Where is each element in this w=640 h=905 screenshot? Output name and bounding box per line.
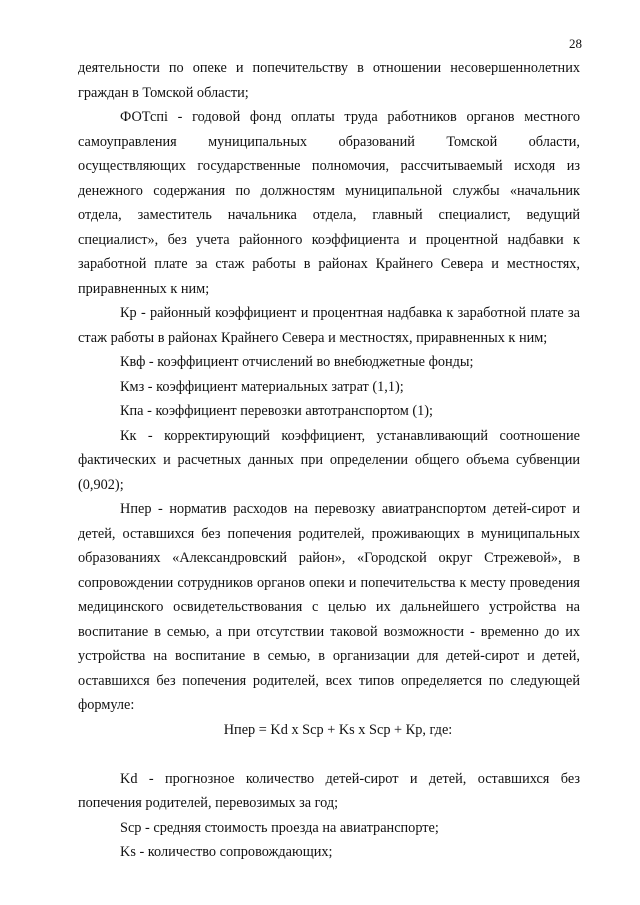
paragraph-kd-definition: Kd - прогнозное количество детей-сирот и детей, оставшихся без попечения родителей, перевозимых за год; — [78, 770, 580, 811]
paragraph-scp-definition: Scp - средняя стоимость проезда на авиатранспорте; — [120, 819, 439, 836]
document-body — [78, 56, 580, 865]
paragraph-kvf-definition: Квф - коэффициент отчислений во внебюджетные фонды; — [120, 354, 474, 370]
paragraph-kr-definition: Кр - районный коэффициент и процентная надбавка к заработной плате за стаж работы в районах Крайнего Севера и местностях, приравненных к ним; — [78, 305, 580, 346]
formula: Нпер = Kd x Scp + Ks x Scp + Кр, где: — [223, 721, 453, 738]
paragraph-continuation: деятельности по опеке и попечительству в отношении несовершеннолетних граждан в Томской области; — [78, 60, 580, 101]
paragraph-nper-definition: Нпер - норматив расходов на перевозку авиатранспортом детей-сирот и детей, оставшихся без попечения родителей, проживающих в муниципальных образованиях «Александровский район», «Городской округ Стрежевой», в сопровождении сотрудников органов опеки и попечительства к месту проведения медицинского освидетельствования с целью их дальнейшего устройства на воспитание в семью, а при отсутствии таковой возможности - временно до их устройства на воспитание в семью, в организации для детей-сирот и детей, оставшихся без попечения родителей, всех типов определяется по следующей формуле: — [78, 501, 580, 713]
paragraph-kpa-definition: Кпа - коэффициент перевозки автотранспортом (1); — [120, 403, 433, 419]
paragraph-kmz-definition: Кмз - коэффициент материальных затрат (1,1); — [120, 378, 404, 395]
paragraph-ks-definition: Ks - количество сопровождающих; — [120, 844, 333, 860]
paragraph-kk-definition: Кк - корректирующий коэффициент, устанавливающий соотношение фактических и расчетных данных при определении общего объема субвенции (0,902); — [78, 427, 580, 493]
paragraph-fot-definition: ФОТспi - годовой фонд оплаты труда работников органов местного самоуправления муниципальных образований Томской области, осуществляющих государственные полномочия, рассчитываемый исходя из денежного содержания по должностям муниципальной службы «начальник отдела, заместитель начальника отдела, главный специалист, ведущий специалист», без учета районного коэффициента и процентной надбавки к заработной плате за стаж работы в районах Крайнего Севера и местностях, приравненных к ним; — [78, 109, 580, 297]
page-number: 28 — [569, 36, 582, 51]
